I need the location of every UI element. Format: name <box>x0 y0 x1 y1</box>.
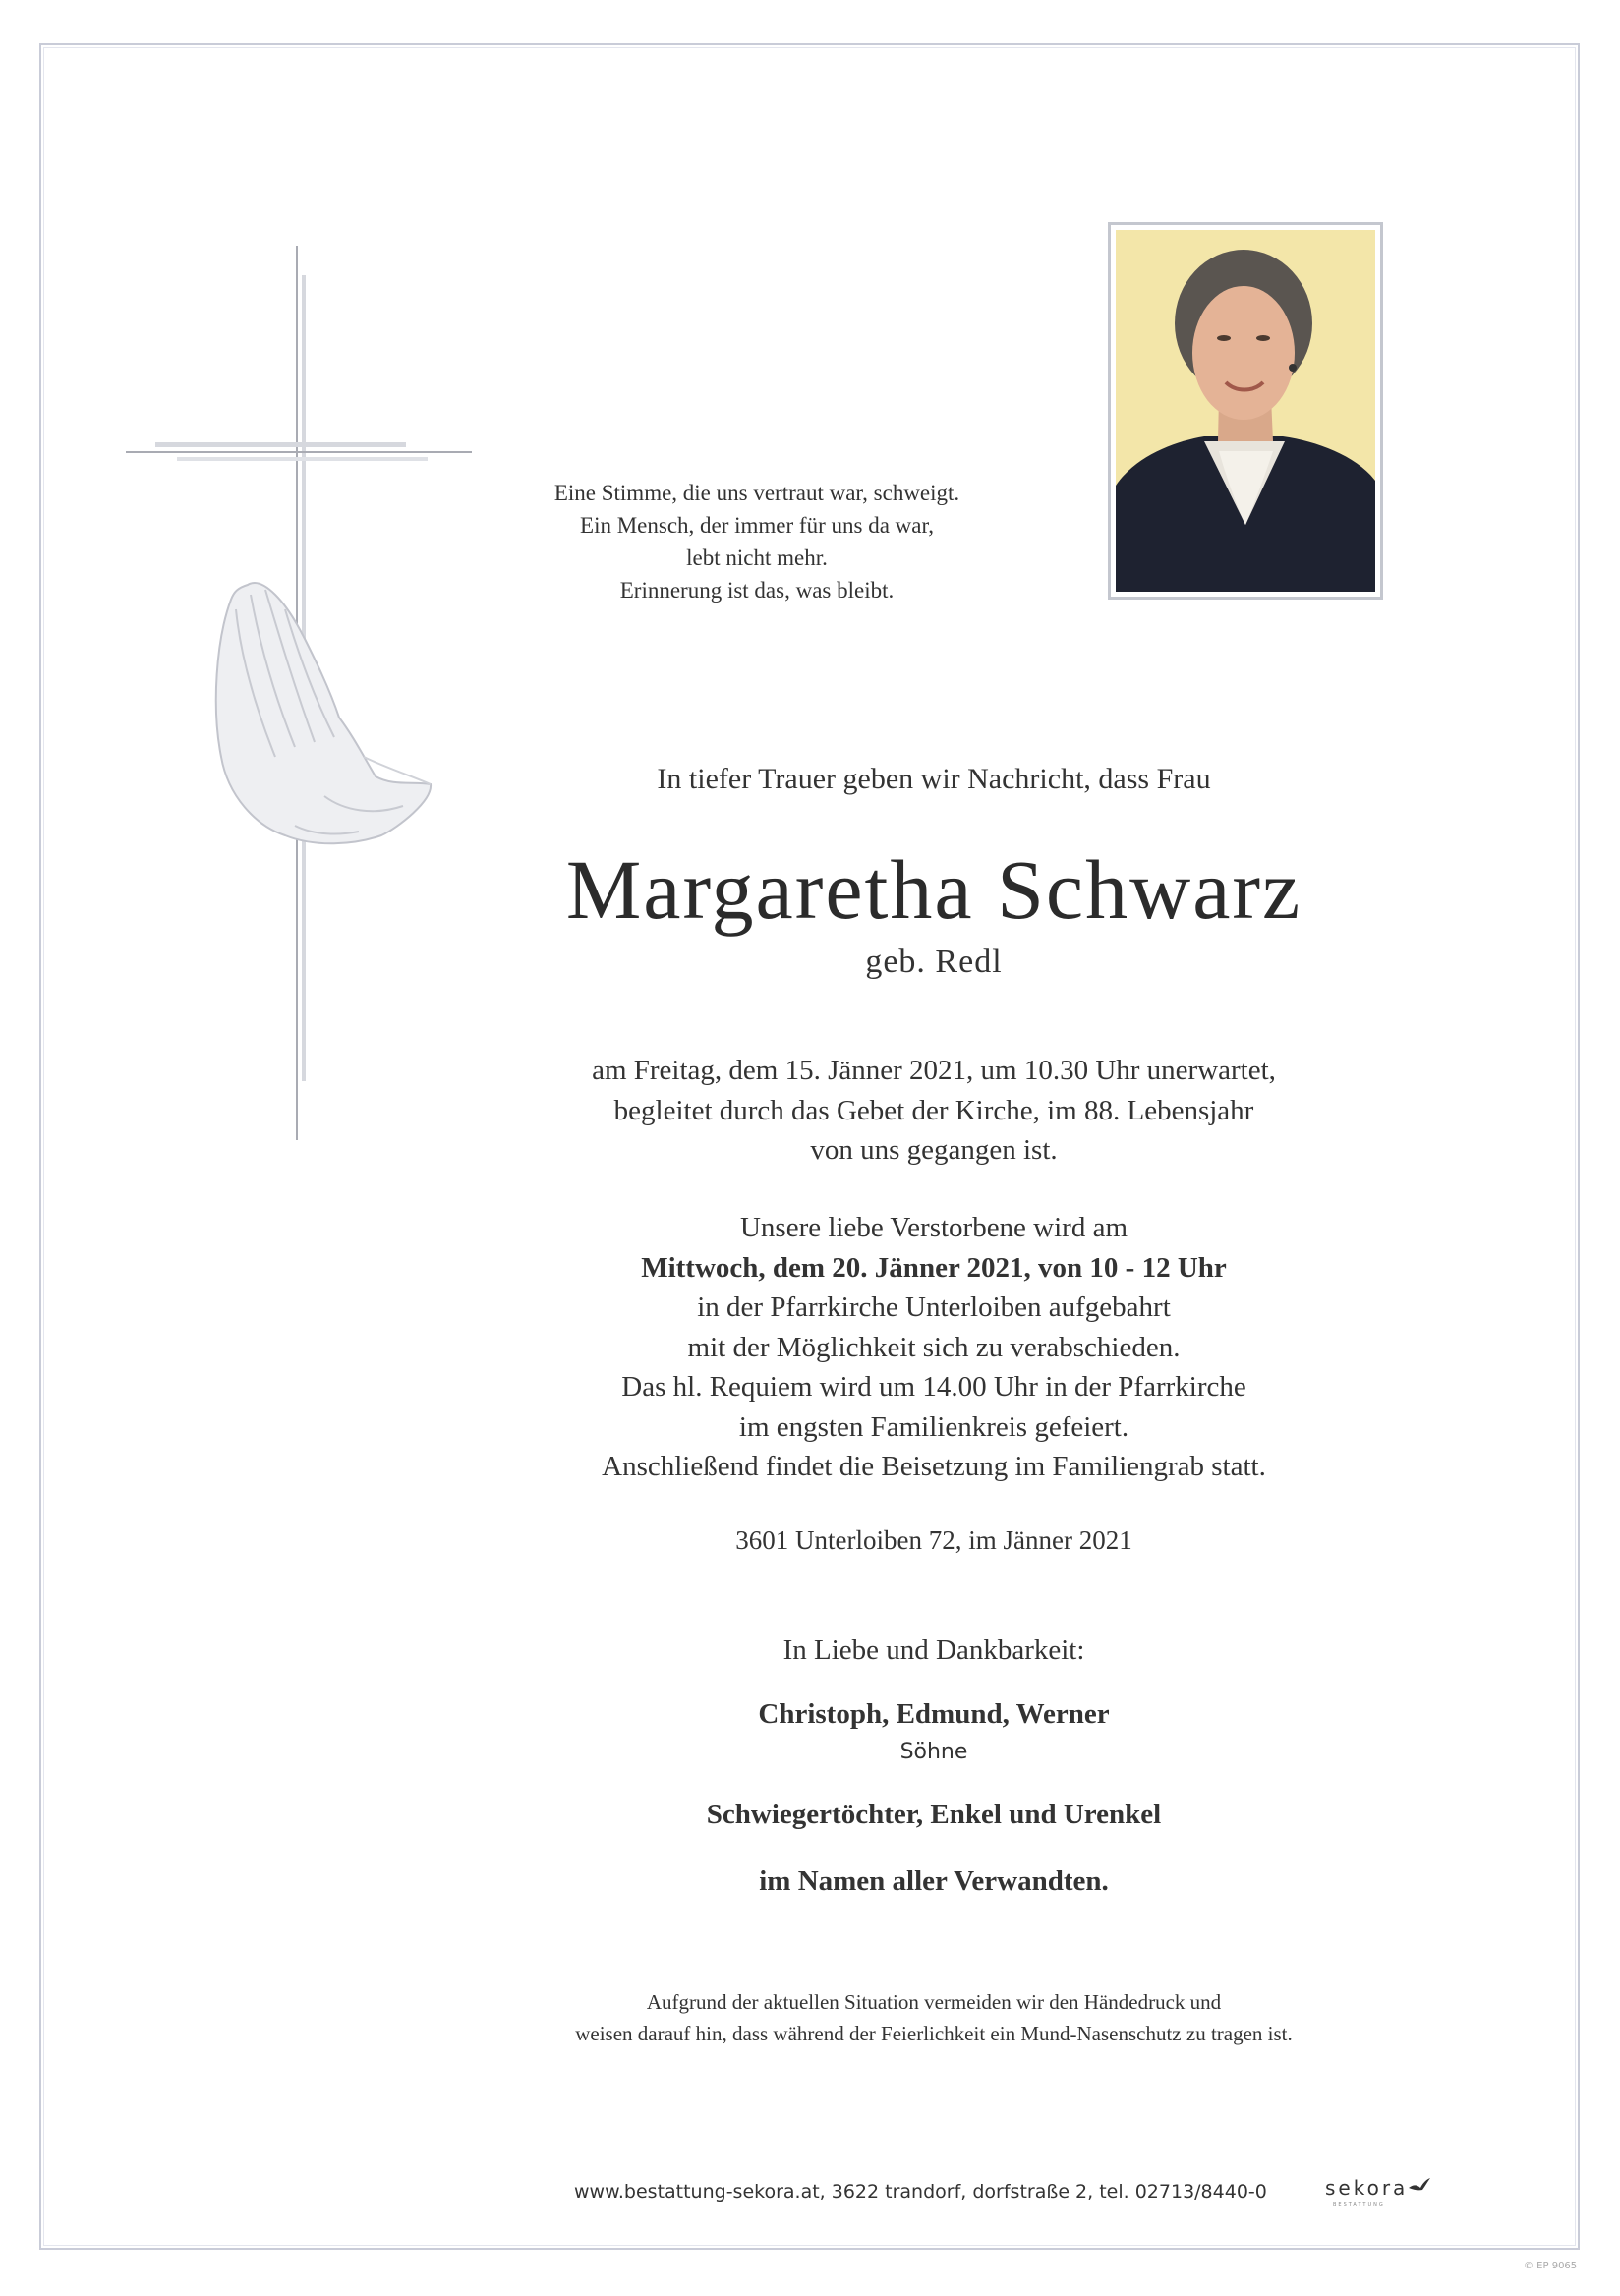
sons-role: Söhne <box>899 1740 968 1764</box>
print-code: © EP 9065 <box>1524 2261 1578 2271</box>
ceremony-line: Das hl. Requiem wird um 14.00 Uhr in der Pfarrkirche <box>621 1371 1246 1403</box>
praying-hands-icon <box>216 583 431 843</box>
cross-icon <box>118 246 482 1150</box>
portrait-image <box>1116 230 1375 592</box>
deceased-name: Margaretha Schwarz <box>565 842 1302 937</box>
sekora-logo <box>1325 2172 1433 2219</box>
note-line: weisen darauf hin, dass während der Feierlichkeit ein Mund-Nasenschutz zu tragen ist. <box>575 2022 1293 2045</box>
logo-sub: BESTATTUNG <box>1333 2202 1385 2208</box>
ceremony-date: Mittwoch, dem 20. Jänner 2021, von 10 - 12 Uhr <box>641 1251 1227 1284</box>
logo-word: sekora <box>1325 2176 1409 2200</box>
bird-icon <box>1408 2176 1431 2194</box>
note-line: Aufgrund der aktuellen Situation vermeiden wir den Händedruck und <box>646 1990 1222 2014</box>
ceremony-line: mit der Möglichkeit sich zu verabschieden. <box>687 1331 1181 1363</box>
poem <box>462 477 1052 606</box>
death-notice-line: am Freitag, dem 15. Jänner 2021, um 10.30 Uhr unerwartet, <box>592 1055 1276 1086</box>
poem-line: Erinnerung ist das, was bleibt. <box>619 578 895 603</box>
covid-note <box>442 1986 1425 2049</box>
announcement-intro: In tiefer Trauer geben wir Nachricht, dass Frau <box>657 763 1211 795</box>
poem-line: Eine Stimme, die uns vertraut war, schweigt. <box>553 481 960 505</box>
thanks-line: In Liebe und Dankbarkeit: <box>782 1635 1085 1666</box>
death-notice-line: begleitet durch das Gebet der Kirche, im 88. Lebensjahr <box>613 1094 1254 1126</box>
family-line: Schwiegertöchter, Enkel und Urenkel <box>706 1799 1162 1830</box>
ceremony-details <box>442 1208 1425 1487</box>
ceremony-line: im engsten Familienkreis gefeiert. <box>738 1410 1129 1443</box>
maiden-name: geb. Redl <box>865 944 1003 980</box>
ceremony-line: Unsere liebe Verstorbene wird am <box>739 1212 1128 1243</box>
footer-contact: www.bestattung-sekora.at, 3622 trandorf, dorfstraße 2, tel. 02713/8440-0 <box>574 2181 1267 2203</box>
poem-line: lebt nicht mehr. <box>686 545 828 570</box>
address-line: 3601 Unterloiben 72, im Jänner 2021 <box>735 1525 1132 1555</box>
death-notice-line: von uns gegangen ist. <box>810 1134 1058 1166</box>
death-notice <box>442 1051 1425 1171</box>
poem-line: Ein Mensch, der immer für uns da war, <box>580 513 934 538</box>
ceremony-line: Anschließend findet die Beisetzung im Familiengrab statt. <box>602 1451 1266 1482</box>
portrait-photo <box>1108 222 1383 600</box>
sons-names: Christoph, Edmund, Werner <box>758 1698 1110 1730</box>
relatives-line: im Namen aller Verwandten. <box>759 1866 1109 1897</box>
ceremony-line: in der Pfarrkirche Unterloiben aufgebahrt <box>697 1292 1171 1323</box>
